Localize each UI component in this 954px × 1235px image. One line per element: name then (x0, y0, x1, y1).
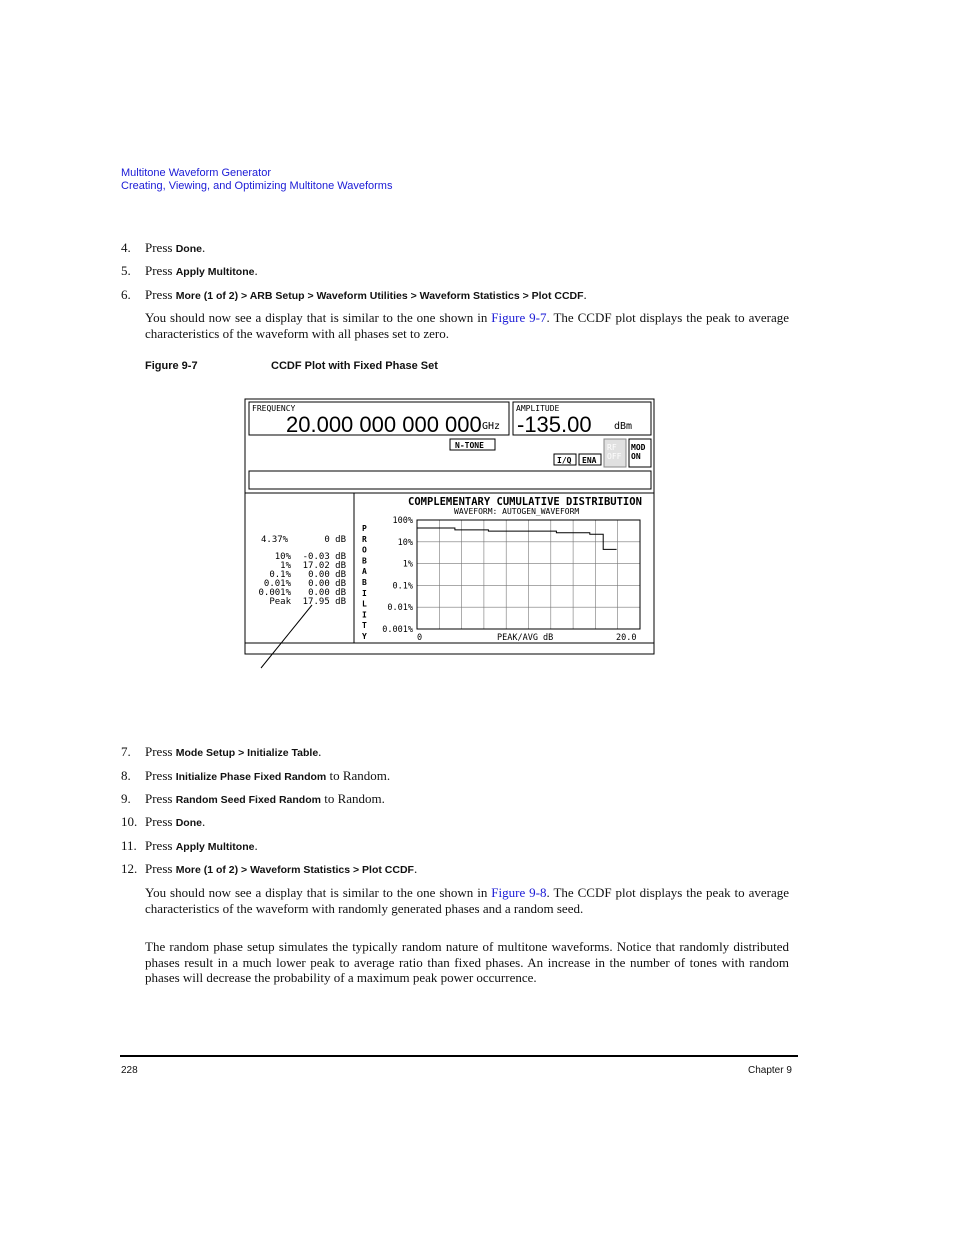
frequency-label: FREQUENCY (252, 404, 296, 413)
paragraph (145, 885, 789, 916)
step-number: 10. (121, 814, 138, 829)
stat-db: 17.02 dB (302, 561, 346, 571)
step-number: 9. (121, 791, 131, 806)
step-suffix: . (201, 240, 206, 255)
step-command: Mode Setup > Initialize Table (175, 747, 319, 759)
step-command: Apply Multitone (175, 266, 255, 278)
step-item (121, 791, 385, 808)
step-item (121, 814, 205, 831)
y-label-letter: R (362, 534, 367, 544)
step-item (121, 263, 258, 280)
step-verb: Press (145, 768, 173, 783)
running-header-title: Multitone Waveform Generator (121, 167, 271, 179)
step-command: Apply Multitone (175, 841, 255, 853)
amplitude-unit: dBm (614, 421, 633, 432)
stat-db: -0.03 dB (302, 552, 346, 562)
y-label-letter: T (362, 621, 367, 631)
y-label-letter: L (362, 599, 367, 609)
step-item (121, 838, 258, 855)
chapter-label: Chapter 9 (748, 1065, 792, 1076)
step-command: Done (175, 817, 202, 829)
step-command: Random Seed Fixed Random (175, 794, 321, 806)
text: You should now see a display that is similar to the one shown in (145, 885, 492, 900)
step-suffix: . (254, 263, 258, 278)
step-number: 8. (121, 768, 131, 783)
step-command: Done (175, 243, 202, 255)
paragraph: The random phase setup simulates the typically random nature of multitone waveforms. Notice that randomly distributed phases result in a much lower peak to average ratio than fixed phases. An increase in the number of tones with random phases will decrease the probability of a maximum peak power occurrence. (145, 939, 789, 986)
message-line (249, 471, 651, 489)
y-tick-label: 0.01% (387, 603, 413, 614)
step-number: 4. (121, 240, 131, 255)
y-tick-label: 1% (402, 559, 413, 570)
stat-percent: 1% (280, 561, 291, 571)
step-suffix: . (201, 814, 206, 829)
running-header-subtitle: Creating, Viewing, and Optimizing Multitone Waveforms (121, 180, 393, 192)
step-item (121, 861, 417, 878)
step-number: 12. (121, 861, 138, 876)
step-verb: Press (145, 814, 173, 829)
step-verb: Press (145, 744, 173, 759)
step-verb: Press (145, 838, 173, 853)
step-verb: Press (145, 861, 173, 876)
step-item (121, 287, 587, 304)
step-item (121, 240, 205, 257)
step-verb: Press (145, 240, 173, 255)
stat-db: 17.95 dB (302, 597, 346, 607)
iq-text: I/Q (557, 456, 572, 465)
figure-link[interactable]: Figure 9-8 (491, 885, 547, 900)
stat-db: 0.00 dB (308, 570, 346, 580)
step-item (121, 744, 321, 761)
y-tick-label: 0.001% (382, 625, 413, 635)
stat-percent: 0.001% (258, 588, 291, 598)
step-suffix: . (413, 861, 418, 876)
y-tick-label: 10% (397, 537, 413, 548)
y-tick-label: 100% (392, 516, 413, 526)
y-label-letter: B (362, 556, 367, 566)
off-text: OFF (607, 452, 622, 461)
step-suffix: to Random. (320, 791, 385, 806)
avg-percent: 4.37% (261, 535, 289, 545)
frequency-unit: GHz (482, 421, 501, 432)
step-verb: Press (145, 791, 173, 806)
amplitude-label: AMPLITUDE (516, 404, 560, 413)
step-verb: Press (145, 263, 173, 278)
stat-percent: Peak (269, 597, 291, 607)
stat-percent: 0.01% (263, 579, 291, 589)
page-number: 228 (121, 1065, 138, 1076)
stat-percent: 10% (274, 552, 291, 562)
amplitude-value: -135.00 (517, 412, 592, 437)
x-axis-label: PEAK/AVG dB (497, 633, 554, 643)
y-label-letter: Y (362, 632, 367, 641)
stat-percent: 0.1% (269, 570, 291, 580)
step-number: 11. (121, 838, 137, 853)
paragraph (145, 310, 789, 341)
on-text: ON (631, 452, 641, 461)
plot-subtitle: WAVEFORM: AUTOGEN_WAVEFORM (454, 507, 580, 516)
figure-link[interactable]: Figure 9-7 (491, 310, 547, 325)
y-label-letter: A (362, 567, 367, 577)
step-number: 6. (121, 287, 131, 302)
text: You should now see a display that is similar to the one shown in (145, 310, 492, 325)
step-number: 5. (121, 263, 131, 278)
y-label-letter: B (362, 578, 367, 587)
stat-db: 0.00 dB (308, 588, 346, 598)
step-command: Initialize Phase Fixed Random (175, 771, 327, 783)
rf-text: RF (607, 443, 617, 452)
mod-text: MOD (631, 443, 646, 452)
footer-rule (120, 1055, 798, 1057)
avg-db: 0 dB (324, 535, 346, 545)
ntone-text: N-TONE (455, 441, 484, 450)
y-tick-label: 0.1% (392, 581, 413, 592)
x-tick-end: 20.0 (616, 633, 637, 643)
step-suffix: . (318, 744, 322, 759)
y-label-letter: O (362, 545, 367, 555)
text: . The CCDF plot displays the peak to average characteristics of the waveform with all phases set to zero. (145, 310, 789, 341)
y-label-letter: I (362, 588, 367, 598)
y-label-letter: P (362, 524, 367, 533)
x-tick-start: 0 (417, 633, 423, 643)
stat-db: 0.00 dB (308, 579, 346, 589)
step-item (121, 768, 390, 785)
figure-label: Figure 9-7 (145, 360, 198, 372)
plot-title: COMPLEMENTARY CUMULATIVE DISTRIBUTION (408, 496, 642, 508)
instrument-screen (244, 398, 656, 670)
y-label-letter: I (362, 610, 367, 620)
step-suffix: . (583, 287, 587, 302)
step-command: More (1 of 2) > ARB Setup > Waveform Utilities > Waveform Statistics > Plot CCDF (175, 290, 584, 302)
figure-caption: CCDF Plot with Fixed Phase Set (271, 360, 438, 372)
step-suffix: . (254, 838, 258, 853)
step-command: More (1 of 2) > Waveform Statistics > Plot CCDF (175, 864, 414, 876)
step-suffix: to Random. (326, 768, 391, 783)
text: . The CCDF plot displays the peak to average characteristics of the waveform with randomly generated phases and a random seed. (145, 885, 789, 916)
ena-text: ENA (582, 456, 597, 465)
frequency-value: 20.000 000 000 000 (286, 412, 482, 437)
step-number: 7. (121, 744, 131, 759)
step-verb: Press (145, 287, 173, 302)
y-axis-label (362, 524, 367, 641)
